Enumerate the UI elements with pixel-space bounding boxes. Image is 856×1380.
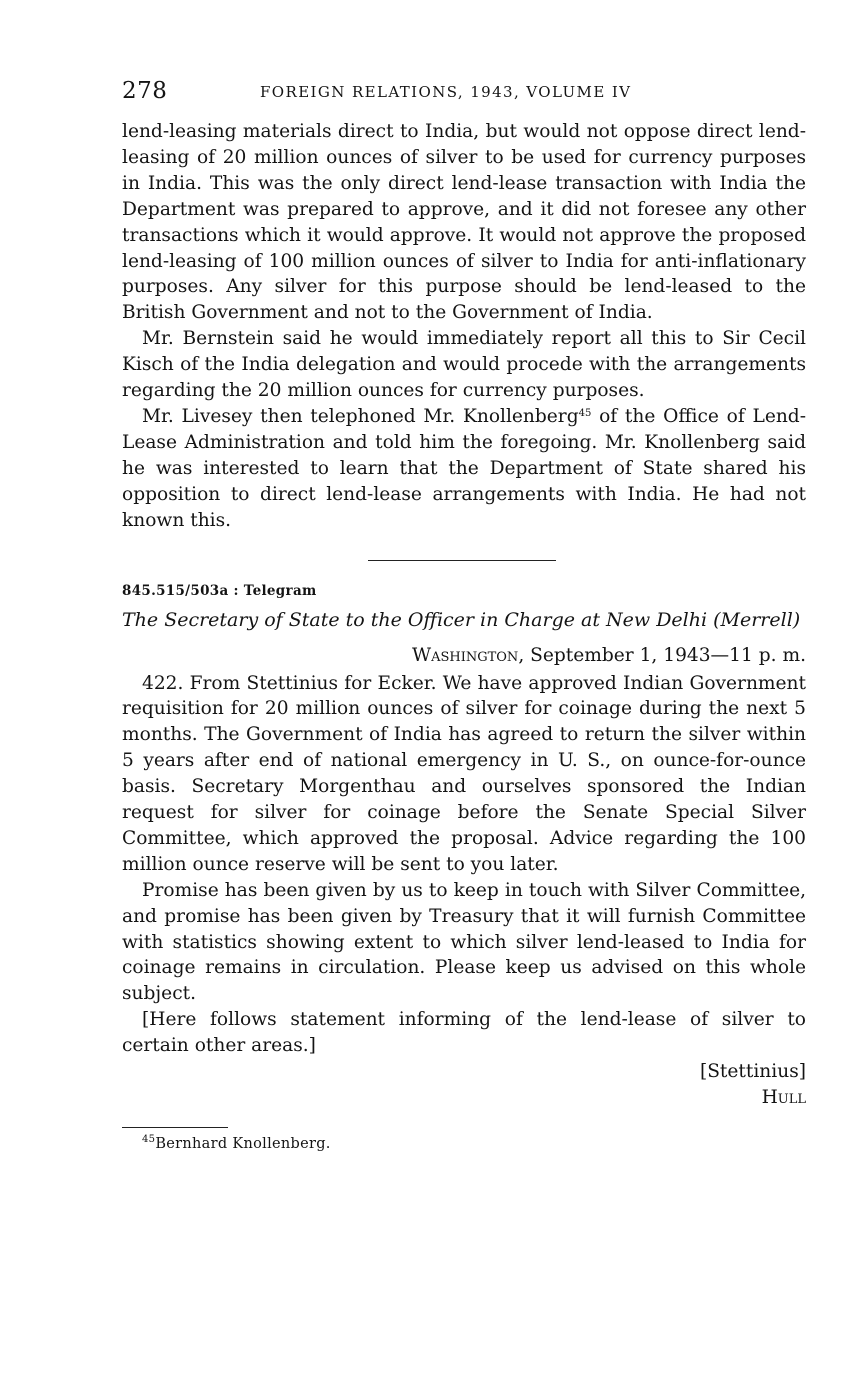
footnote-number: 45 [142,1133,156,1145]
running-head-title: FOREIGN RELATIONS, 1943, VOLUME IV [260,83,632,101]
footnote-text: Bernhard Knollenberg. [155,1135,331,1152]
footnote [142,1133,806,1152]
paragraph-text: Mr. Livesey then telephoned Mr. Knollenberg [142,405,579,427]
signature-bracket: [Stettinius] [699,1061,806,1083]
dateline-place: Washington [411,644,519,666]
paragraph-editorial-note: [Here follows statement informing of the lend-lease of silver to certain other areas.] [122,1009,806,1057]
paragraph-telegram-1: 422. From Stettinius for Ecker. We have approved Indian Government requisition for 20 million ounces of silver for coinage during the next 5 months. The Government of India has agreed to return the silver within 5 years after end of national emergency in U. S., on ounce-for-ounce basis. Secretary Morgenthau and ourselves sponsored the Indian request for silver for coinage before the Senate Special Silver Committee, which approved the proposal. Advice regarding the 100 million ounce reserve will be sent to you later. [122,672,806,875]
running-head [122,78,806,112]
document-title: The Secretary of State to the Officer in Charge at New Delhi (Merrell) [122,608,801,631]
section-text [122,119,806,534]
telegram-body [122,671,806,1060]
paragraph-livesey [122,404,806,534]
paragraph-bernstein: Mr. Bernstein said he would immediately report all this to Sir Cecil Kisch of the India delegation and would procede with the arrangements regarding the 20 million ounces for currency purposes. [122,328,806,402]
section-divider [368,560,556,561]
document-page [122,78,806,1152]
signature-name: Hull [761,1087,806,1108]
paragraph-telegram-2: Promise has been given by us to keep in touch with Silver Committee, and promise has been given by Treasury that it will furnish Committee with statistics showing extent to which silver lend-leased to India for coinage remains in circulation. Please keep us advised on this whole subject. [122,879,806,1005]
dateline [122,643,806,669]
dateline-date: , September 1, 1943—11 p. m. [518,644,806,666]
page-number: 278 [122,78,168,104]
file-reference: 845.515/503a : Telegram [122,582,317,599]
paragraph-continued: lend-leasing materials direct to India, but would not oppose direct lend-leasing of 20 million ounces of silver to be used for currency purposes in India. This was the only direct lend-lease transaction with India the Department was prepared to approve, and it did not foresee any other transactions which it would approve. It would not approve the proposed lend-leasing of 100 million ounces of silver to India for anti-inflationary purposes. Any silver for this purpose should be lend-leased to the British Government and not to the Government of India. [122,121,806,324]
footnote-divider [122,1127,228,1128]
paragraph-text: of the Office of Lend-Lease Administration and told him the foregoing. Mr. Knollenberg said he was interested to learn that the Department of State shared his opposition to direct lend-lease arrangements with India. He had not known this. [122,405,806,531]
footnote-marker[interactable]: 45 [578,407,592,419]
